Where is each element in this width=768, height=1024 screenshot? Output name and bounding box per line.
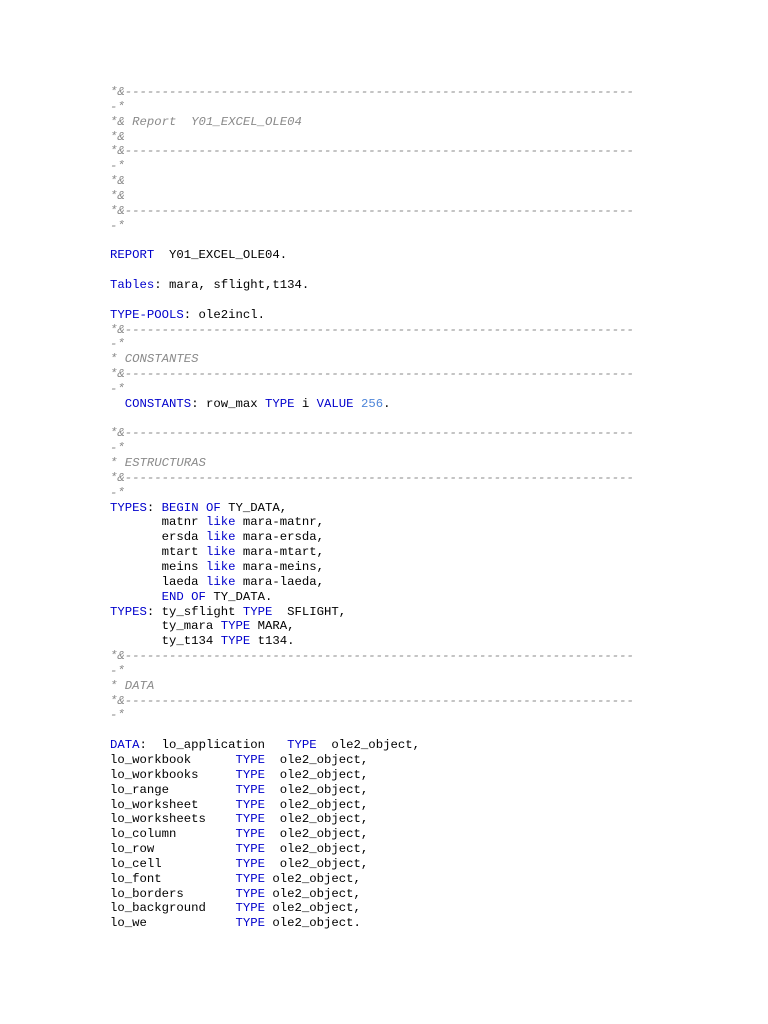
code-listing — [110, 85, 710, 931]
keyword-text: TYPE — [220, 634, 251, 649]
code-text: ty_mara — [110, 619, 221, 634]
code-line — [110, 887, 710, 902]
code-line — [110, 337, 710, 352]
code-line — [110, 530, 710, 545]
keyword-text: like — [205, 574, 236, 589]
comment-text: *&--------------------------------------------------------------------- — [110, 85, 634, 99]
code-text: TY_DATA, — [220, 500, 288, 515]
comment-text: *&--------------------------------------------------------------------- — [110, 367, 634, 382]
code-line — [110, 441, 710, 456]
code-text: : row_max — [191, 396, 265, 411]
blank-line — [110, 412, 710, 427]
code-line — [110, 708, 710, 723]
blank-line — [110, 263, 710, 278]
comment-text: * CONSTANTES — [110, 352, 199, 367]
code-text: lo_cell — [110, 856, 236, 871]
code-text: ersda — [110, 530, 206, 545]
code-text: lo_column — [110, 827, 236, 842]
code-line — [110, 857, 710, 872]
keyword-text: TYPE — [235, 856, 265, 871]
keyword-text: REPORT — [110, 248, 155, 263]
code-line — [110, 664, 710, 679]
code-line — [110, 115, 710, 130]
code-line — [110, 901, 710, 916]
comment-text: *&--------------------------------------------------------------------- — [110, 144, 634, 159]
code-text: ole2_object, — [264, 752, 369, 767]
code-text: mara-laeda, — [235, 574, 325, 589]
comment-text: -* — [110, 485, 125, 500]
code-text: . — [383, 396, 391, 411]
code-line — [110, 649, 710, 664]
code-text: ole2_object, — [264, 871, 361, 886]
keyword-text: Tables — [110, 277, 155, 292]
keyword-text: TYPES — [110, 604, 147, 619]
code-line — [110, 85, 710, 100]
comment-text: -* — [110, 337, 125, 352]
code-text: ole2_object, — [264, 797, 369, 812]
comment-text: -* — [110, 218, 125, 233]
code-text: t134. — [250, 634, 295, 649]
keyword-text: like — [205, 530, 236, 545]
keyword-text: TYPE — [235, 752, 265, 767]
code-line — [110, 204, 710, 219]
code-text — [354, 397, 361, 411]
code-text: mara-mtart, — [235, 545, 325, 560]
blank-line — [110, 723, 710, 738]
comment-text: *& — [110, 188, 125, 203]
comment-text: *&--------------------------------------------------------------------- — [110, 203, 634, 218]
code-line — [110, 278, 710, 293]
code-line — [110, 783, 710, 798]
comment-text: -* — [110, 441, 125, 456]
code-line — [110, 768, 710, 783]
code-text — [110, 590, 162, 604]
code-text: : mara, sflight,t134. — [154, 277, 310, 292]
code-text: meins — [110, 560, 206, 574]
code-line — [110, 323, 710, 338]
keyword-text: like — [205, 515, 236, 530]
keyword-text: like — [205, 560, 236, 574]
code-text: lo_borders — [110, 886, 236, 901]
blank-line — [110, 293, 710, 308]
code-line — [110, 619, 710, 634]
code-text: lo_worksheet — [110, 797, 236, 812]
code-text: lo_workbook — [110, 752, 236, 767]
code-text: ole2_object, — [264, 782, 369, 797]
keyword-text: TYPE — [264, 396, 295, 411]
code-line — [110, 189, 710, 204]
keyword-text: VALUE — [316, 396, 354, 411]
code-line — [110, 694, 710, 709]
code-line — [110, 367, 710, 382]
keyword-text: DATA — [110, 738, 140, 753]
code-text: SFLIGHT, — [272, 604, 347, 619]
code-line — [110, 738, 710, 753]
code-line — [110, 501, 710, 516]
code-line — [110, 471, 710, 486]
code-line — [110, 575, 710, 590]
comment-text: -* — [110, 99, 125, 114]
keyword-text: END OF — [161, 589, 206, 604]
code-text: ole2_object, — [264, 767, 369, 782]
keyword-text: TYPE — [242, 604, 273, 619]
code-text: ole2_object. — [264, 916, 361, 931]
code-line — [110, 812, 710, 827]
code-line — [110, 634, 710, 649]
comment-text: *& — [110, 129, 125, 144]
code-text: mtart — [110, 545, 206, 560]
code-line — [110, 486, 710, 501]
code-line — [110, 753, 710, 768]
code-text: : ty_sflight — [146, 604, 243, 619]
code-text: lo_font — [110, 871, 236, 886]
keyword-text: like — [205, 545, 236, 560]
comment-text: *& Report Y01_EXCEL_OLE04 — [110, 114, 302, 129]
code-text: ty_t134 — [110, 634, 221, 649]
code-line — [110, 456, 710, 471]
code-line — [110, 842, 710, 857]
code-text: lo_we — [110, 916, 236, 931]
blank-line — [110, 233, 710, 248]
code-text: ole2_object, — [264, 901, 361, 916]
code-text: laeda — [110, 574, 206, 589]
comment-text: * DATA — [110, 678, 155, 693]
code-line — [110, 605, 710, 620]
code-line — [110, 679, 710, 694]
code-text: matnr — [110, 515, 206, 530]
code-text: : — [146, 500, 162, 515]
keyword-text: TYPE-POOLS — [110, 307, 184, 322]
code-text: ole2_object, — [264, 827, 369, 842]
keyword-text: BEGIN OF — [161, 500, 221, 515]
code-text: mara-ersda, — [235, 530, 325, 545]
keyword-text: TYPE — [220, 619, 251, 634]
keyword-text: CONSTANTS — [124, 396, 192, 411]
keyword-text: TYPE — [235, 886, 265, 901]
comment-text: *&--------------------------------------------------------------------- — [110, 693, 634, 708]
code-text: lo_workbooks — [110, 767, 236, 782]
code-line — [110, 144, 710, 159]
keyword-text: TYPE — [235, 767, 265, 782]
comment-text: * ESTRUCTURAS — [110, 456, 206, 471]
comment-text: *&--------------------------------------------------------------------- — [110, 470, 634, 485]
code-text — [110, 397, 125, 411]
code-text: ole2_object, — [316, 738, 420, 753]
comment-text: -* — [110, 663, 125, 678]
code-line — [110, 872, 710, 887]
keyword-text: TYPE — [287, 738, 317, 753]
code-line — [110, 798, 710, 813]
comment-text: *& — [110, 174, 125, 189]
comment-text: -* — [110, 708, 125, 723]
code-line — [110, 308, 710, 323]
code-text: TY_DATA. — [205, 589, 273, 604]
number-literal: 256 — [360, 396, 384, 411]
keyword-text: TYPE — [235, 827, 265, 842]
code-text: ole2_object, — [264, 812, 369, 827]
code-line — [110, 352, 710, 367]
code-line — [110, 397, 710, 412]
keyword-text: TYPE — [235, 782, 265, 797]
comment-text: *&--------------------------------------------------------------------- — [110, 322, 634, 337]
code-text: lo_row — [110, 842, 236, 857]
code-line — [110, 100, 710, 115]
code-line — [110, 248, 710, 263]
keyword-text: TYPES — [110, 500, 147, 515]
code-line — [110, 174, 710, 189]
code-text: ole2_object, — [264, 842, 369, 857]
code-text: ole2_object, — [264, 886, 361, 901]
code-line — [110, 590, 710, 605]
code-line — [110, 130, 710, 145]
keyword-text: TYPE — [235, 842, 265, 857]
comment-text: *&--------------------------------------------------------------------- — [110, 426, 634, 441]
code-text: Y01_EXCEL_OLE04. — [154, 248, 288, 263]
comment-text: *&--------------------------------------------------------------------- — [110, 649, 634, 664]
code-line — [110, 916, 710, 931]
code-line — [110, 545, 710, 560]
code-text: : ole2incl. — [183, 307, 265, 322]
code-text: ole2_object, — [264, 856, 369, 871]
code-text: lo_background — [110, 901, 236, 916]
code-text: : lo_application — [139, 738, 288, 753]
code-text: lo_range — [110, 782, 236, 797]
keyword-text: TYPE — [235, 797, 265, 812]
keyword-text: TYPE — [235, 871, 265, 886]
comment-text: -* — [110, 381, 125, 396]
code-text: mara-meins, — [235, 560, 325, 574]
code-text: i — [294, 396, 317, 411]
code-line — [110, 560, 710, 575]
keyword-text: TYPE — [235, 916, 265, 931]
comment-text: -* — [110, 159, 125, 174]
code-line — [110, 159, 710, 174]
keyword-text: TYPE — [235, 901, 265, 916]
code-line — [110, 219, 710, 234]
code-line — [110, 382, 710, 397]
keyword-text: TYPE — [235, 812, 265, 827]
code-line — [110, 426, 710, 441]
code-text: lo_worksheets — [110, 812, 236, 827]
code-text: MARA, — [250, 619, 295, 634]
code-line — [110, 827, 710, 842]
code-text: mara-matnr, — [235, 515, 325, 530]
code-line — [110, 515, 710, 530]
